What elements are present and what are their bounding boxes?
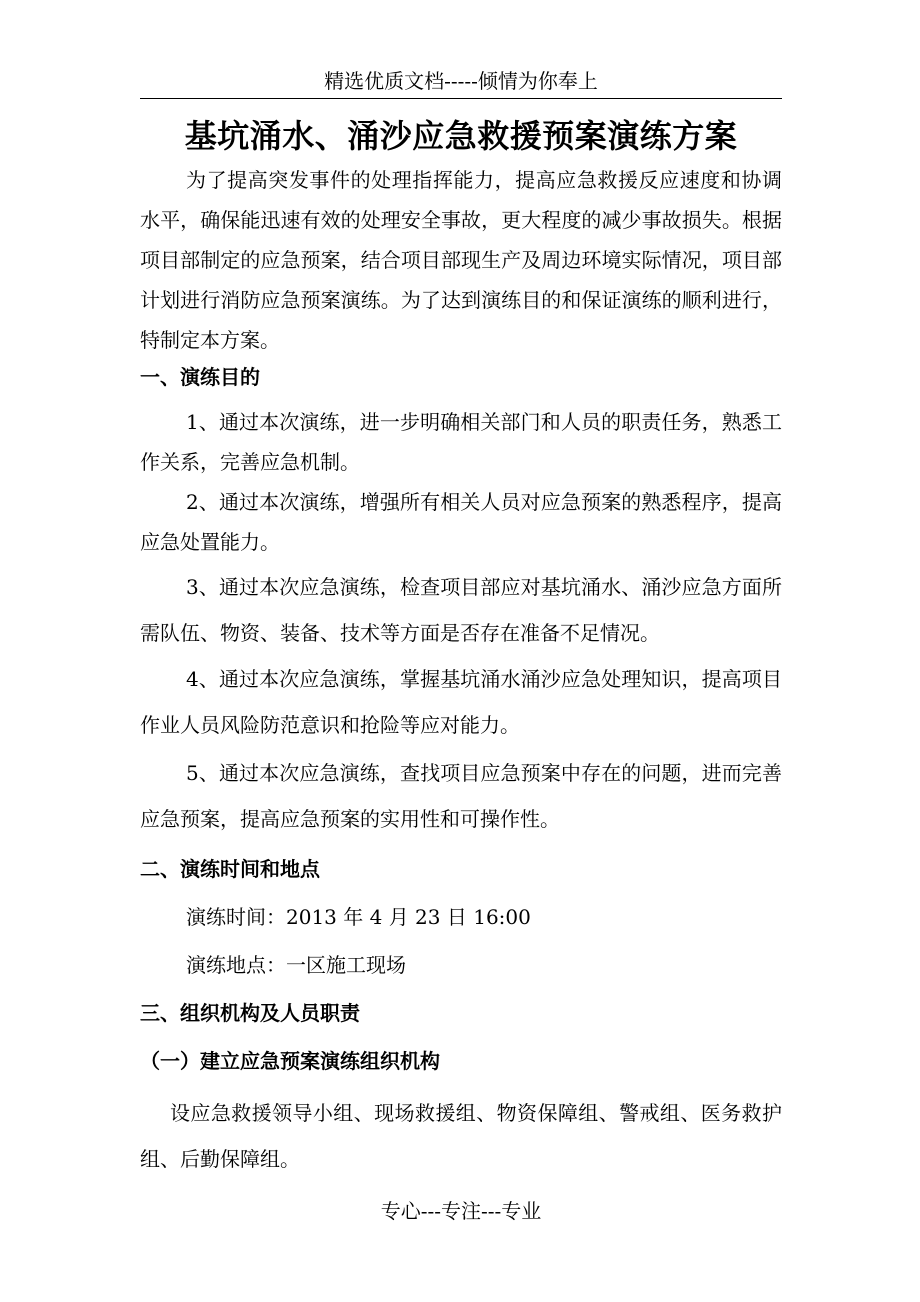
section-2-heading: 二、演练时间和地点: [140, 857, 320, 881]
subsection-1-text: 设应急救援领导小组、现场救援组、物资保障组、警戒组、医务救护组、后勤保障组。: [140, 1101, 782, 1171]
subsection-1-heading: （一）建立应急预案演练组织机构: [140, 1049, 440, 1073]
drill-time: 演练时间：2013 年 4 月 23 日 16:00: [186, 905, 531, 929]
intro-paragraph: 为了提高突发事件的处理指挥能力，提高应急救援反应速度和协调水平，确保能迅速有效的处理安全事故，更大程度的减少事故损失。根据项目部制定的应急预案，结合项目部现生产及周边环境实际情况，项目部计划进行消防应急预案演练。为了达到演练目的和保证演练的顺利进行，特制定本方案。: [140, 168, 782, 352]
page-header: 精选优质文档-----倾情为你奉上: [140, 66, 782, 99]
objective-item-2: 2、通过本次演练，增强所有相关人员对应急预案的熟悉程序，提高应急处置能力。: [140, 490, 782, 554]
document-title: 基坑涌水、涌沙应急救援预案演练方案: [184, 117, 738, 155]
objective-item-1: 1、通过本次演练，进一步明确相关部门和人员的职责任务，熟悉工作关系，完善应急机制。: [140, 410, 782, 474]
section-1-heading: 一、演练目的: [140, 365, 260, 389]
page-footer: 专心---专注---专业: [380, 1199, 542, 1223]
section-3-heading: 三、组织机构及人员职责: [140, 1001, 360, 1025]
objective-item-4: 4、通过本次应急演练，掌握基坑涌水涌沙应急处理知识，提高项目作业人员风险防范意识和抢险等应对能力。: [140, 667, 782, 737]
drill-place: 演练地点：一区施工现场: [186, 953, 406, 977]
objective-item-3: 3、通过本次应急演练，检查项目部应对基坑涌水、涌沙应急方面所需队伍、物资、装备、技术等方面是否存在准备不足情况。: [140, 575, 782, 645]
objective-item-5: 5、通过本次应急演练，查找项目应急预案中存在的问题，进而完善应急预案，提高应急预案的实用性和可操作性。: [140, 761, 782, 831]
